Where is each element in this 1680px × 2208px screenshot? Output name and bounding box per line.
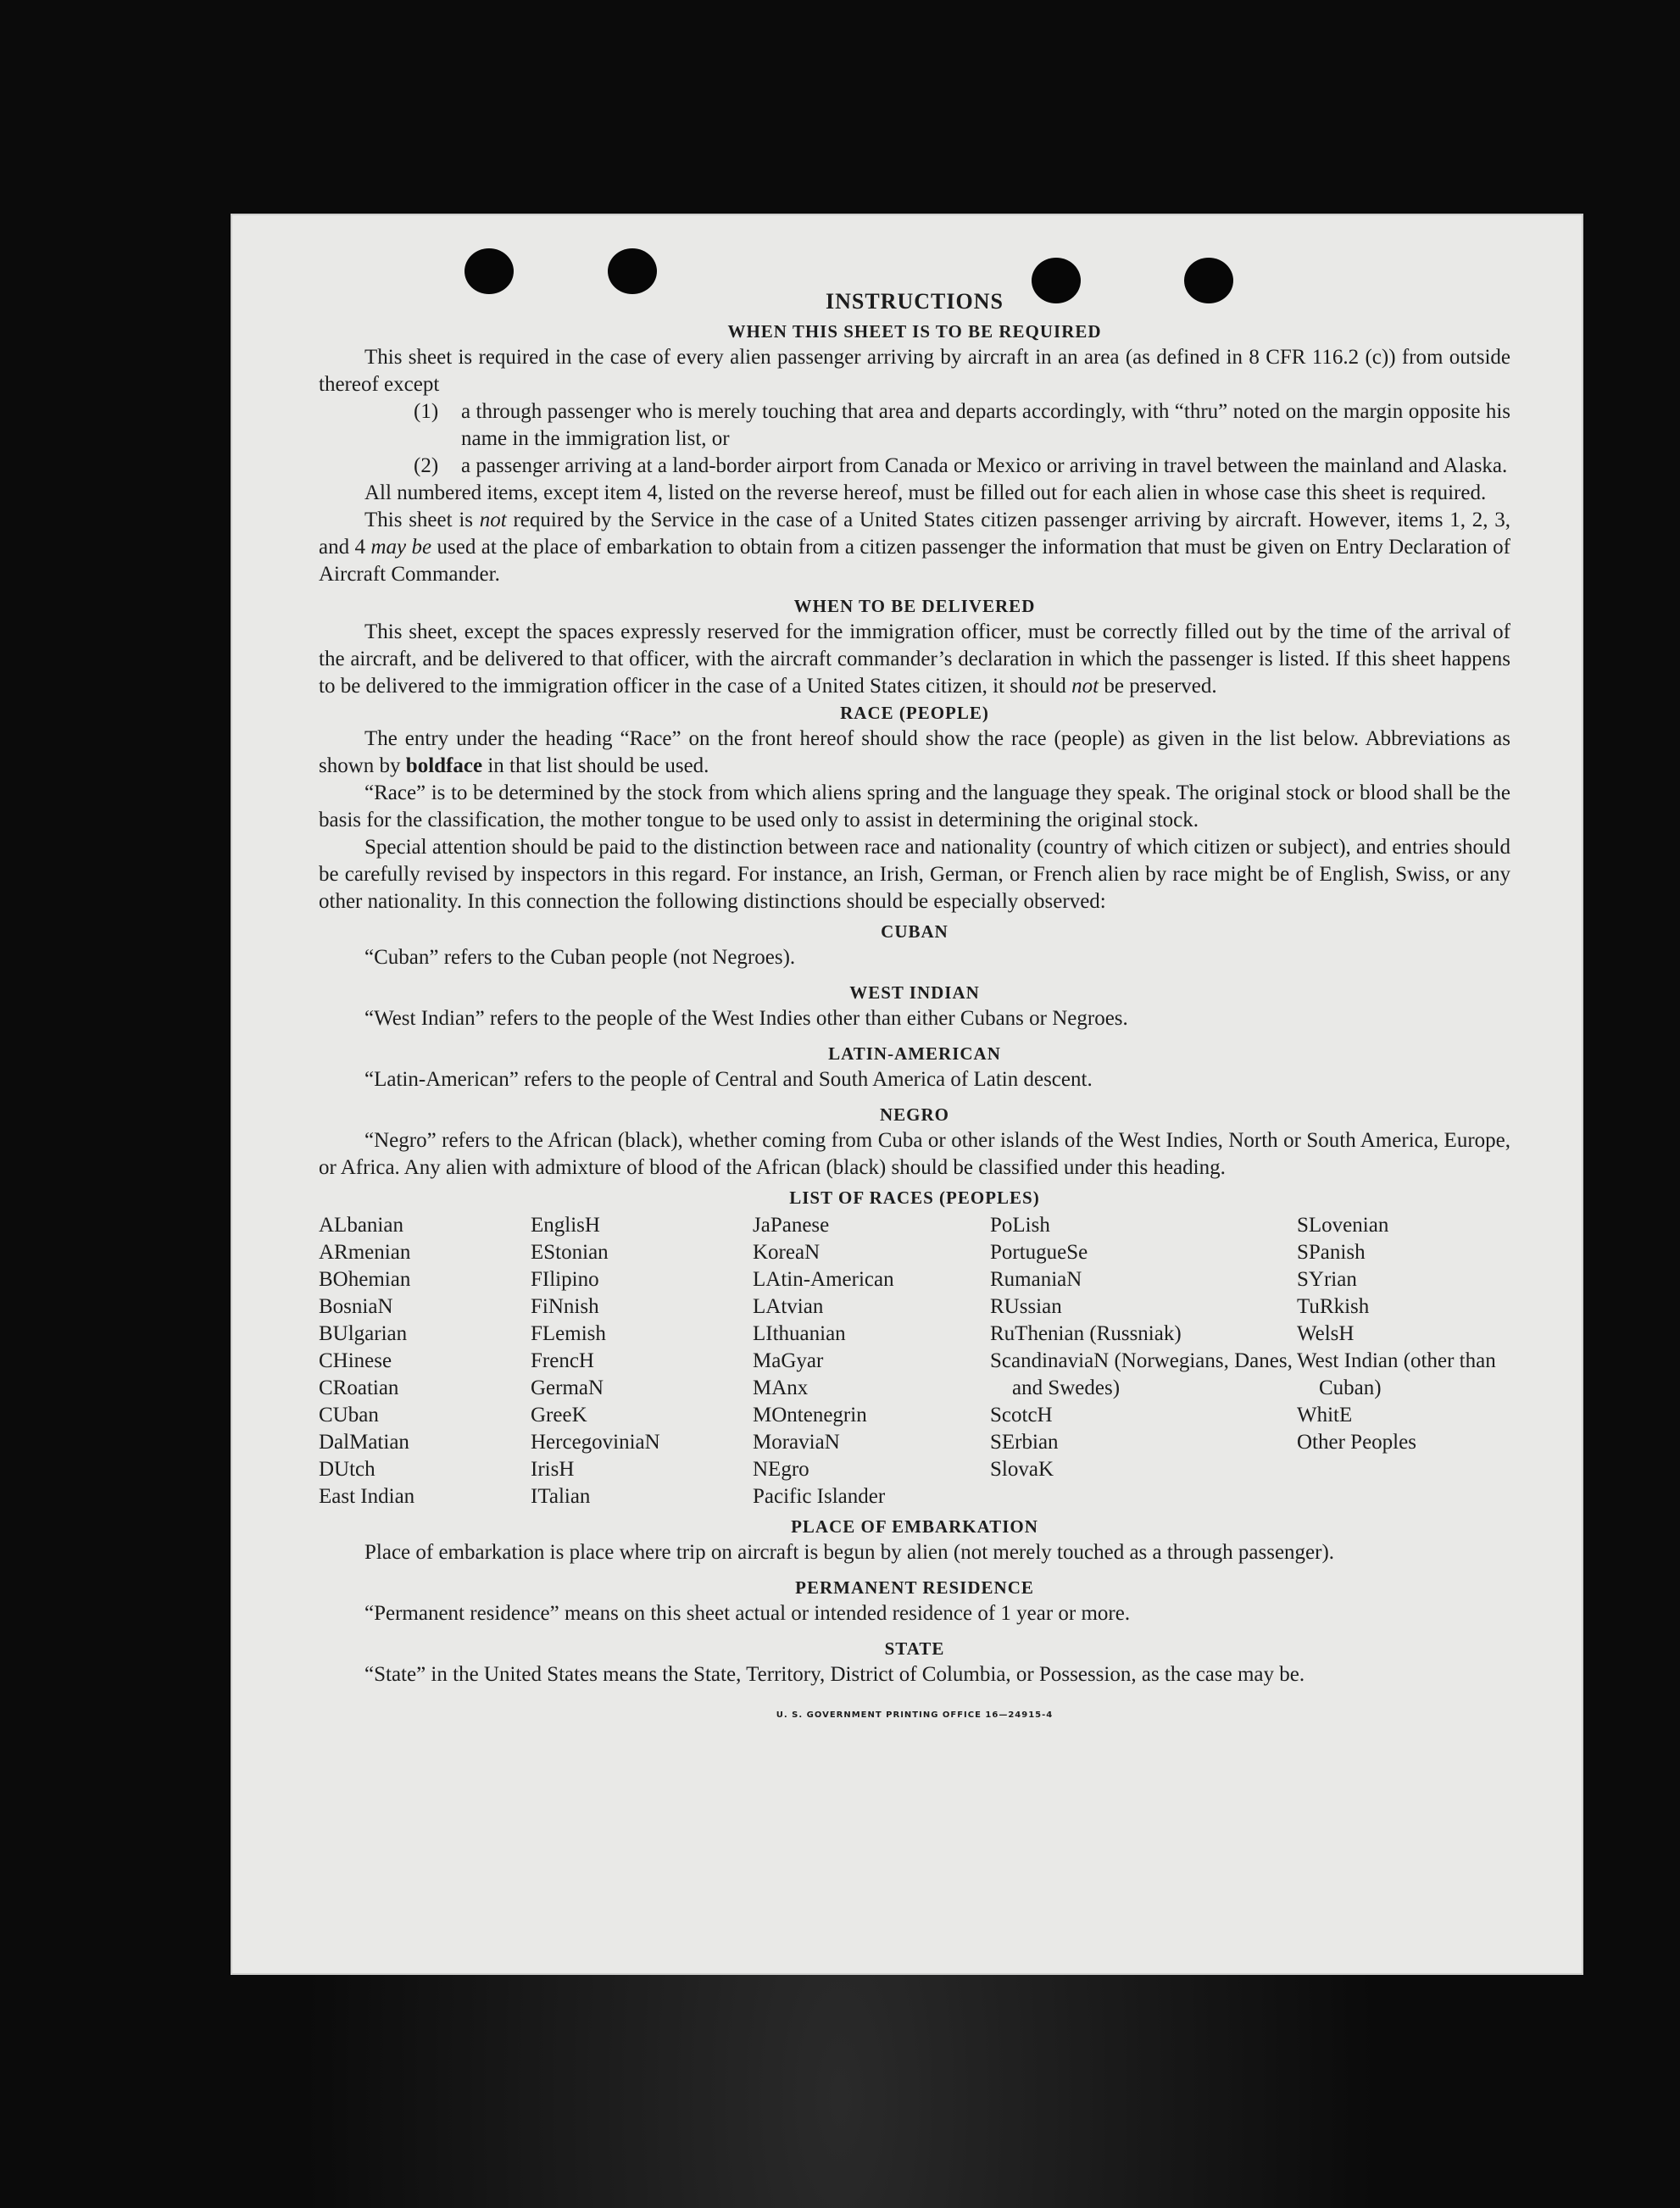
paragraph: “Negro” refers to the African (black), whether coming from Cuba or other islands of the West Indies, North or South America, Europe, or Africa. Any alien with admixture of blood of the African (black) should be classified under this heading.: [319, 1129, 1510, 1179]
document-body: [319, 285, 1510, 1729]
printer-imprint: U. S. GOVERNMENT PRINTING OFFICE 16—24915-4: [776, 1710, 1054, 1720]
race-entry: GermaN: [531, 1377, 604, 1399]
paragraph: “Permanent residence” means on this sheet actual or intended residence of 1 year or more.: [364, 1602, 1131, 1625]
race-entry: RuThenian (Russniak): [990, 1322, 1182, 1345]
race-entry: EStonian: [531, 1241, 609, 1264]
item-number: (2): [414, 454, 439, 477]
race-entry: BOhemian: [319, 1268, 411, 1291]
race-entry: MAnx: [753, 1377, 809, 1399]
race-entry: KoreaN: [753, 1241, 821, 1264]
heading-race: RACE (PEOPLE): [840, 703, 989, 723]
race-entry: HercegoviniaN: [531, 1431, 660, 1454]
race-entry: BUlgarian: [319, 1322, 408, 1345]
item-number: (1): [414, 400, 439, 423]
races-table: [319, 1212, 1510, 1510]
page-title: INSTRUCTIONS: [826, 289, 1004, 314]
race-entry: ScotcH: [990, 1404, 1053, 1427]
race-entry: MOntenegrin: [753, 1404, 867, 1427]
heading-latin-american: LATIN-AMERICAN: [828, 1043, 1001, 1064]
race-entry: MaGyar: [753, 1349, 824, 1372]
race-entry: NEgro: [753, 1458, 809, 1481]
race-entry: CUban: [319, 1404, 379, 1427]
races-column: [531, 1212, 753, 1510]
item-text: a through passenger who is merely touching that area and departs accordingly, with “thru” noted on the margin opposite his name in the immigration list, or: [461, 400, 1510, 450]
race-entry: SPanish: [1297, 1241, 1366, 1264]
race-entry: FiNnish: [531, 1295, 599, 1318]
race-entry: RumaniaN: [990, 1268, 1082, 1291]
race-entry: ARmenian: [319, 1241, 411, 1264]
race-entry: TuRkish: [1297, 1295, 1370, 1318]
paragraph: This sheet, except the spaces expressly reserved for the immigration officer, must be correctly filled out by the time of the arrival of the aircraft, and be delivered to that officer, with the aircraft commander’s declaration in which the passenger is listed. If this sheet happens to be delivered to the immigration officer in the case of a United States citizen, it should not be preserved.: [319, 620, 1510, 698]
race-entry: Pacific Islander: [753, 1485, 886, 1508]
race-entry: CRoatian: [319, 1377, 399, 1399]
heading-races-list: LIST OF RACES (PEOPLES): [789, 1187, 1040, 1208]
races-column: [990, 1212, 1297, 1510]
race-entry: ScandinaviaN (Norwegians, Danes, and Swedes): [990, 1349, 1293, 1399]
races-column: [319, 1212, 531, 1510]
race-entry: LAtin-American: [753, 1268, 894, 1291]
heading-delivered: WHEN TO BE DELIVERED: [793, 596, 1036, 616]
list-item: [414, 453, 1510, 480]
list-item: [414, 398, 1510, 453]
paragraph: Place of embarkation is place where trip on aircraft is begun by alien (not merely touched as a through passenger).: [364, 1541, 1335, 1564]
paragraph: This sheet is required in the case of every alien passenger arriving by aircraft in an area (as defined in 8 CFR 116.2 (c)) from outside thereof except: [319, 346, 1510, 396]
heading-west-indian: WEST INDIAN: [849, 982, 980, 1003]
races-column: [1297, 1212, 1510, 1510]
race-entry: PortugueSe: [990, 1241, 1088, 1264]
race-entry: PoLish: [990, 1214, 1050, 1237]
race-entry: SYrian: [1297, 1268, 1357, 1291]
race-entry: ITalian: [531, 1485, 591, 1508]
race-entry: RUssian: [990, 1295, 1062, 1318]
paragraph: The entry under the heading “Race” on the front hereof should show the race (people) as given in the list below. Abbreviations as shown by boldface in that list should be used.: [319, 727, 1510, 777]
race-entry: West Indian (other than Cuban): [1297, 1349, 1496, 1399]
item-text: a passenger arriving at a land-border airport from Canada or Mexico or arriving in travel between the mainland and Alaska.: [461, 454, 1508, 477]
instruction-sheet: [231, 214, 1583, 1975]
heading-negro: NEGRO: [879, 1104, 949, 1125]
race-entry: FrencH: [531, 1349, 594, 1372]
race-entry: SLovenian: [1297, 1214, 1389, 1237]
heading-required: WHEN THIS SHEET IS TO BE REQUIRED: [727, 321, 1102, 342]
paragraph: “West Indian” refers to the people of the West Indies other than either Cubans or Negroes.: [364, 1007, 1128, 1030]
heading-state: STATE: [884, 1638, 945, 1659]
race-entry: ALbanian: [319, 1214, 403, 1237]
paragraph: All numbered items, except item 4, listed on the reverse hereof, must be filled out for each alien in whose case this sheet is required.: [364, 481, 1487, 504]
race-entry: DUtch: [319, 1458, 375, 1481]
race-entry: LAtvian: [753, 1295, 824, 1318]
heading-residence: PERMANENT RESIDENCE: [795, 1577, 1034, 1598]
heading-cuban: CUBAN: [881, 921, 948, 942]
races-column: [753, 1212, 990, 1510]
race-entry: IrisH: [531, 1458, 575, 1481]
race-entry: DalMatian: [319, 1431, 409, 1454]
paragraph: “State” in the United States means the State, Territory, District of Columbia, or Possession, as the case may be.: [364, 1663, 1305, 1686]
race-entry: SErbian: [990, 1431, 1059, 1454]
paragraph: This sheet is not required by the Service in the case of a United States citizen passenger arriving by aircraft. However, items 1, 2, 3, and 4 may be used at the place of embarkation to obtain from a citizen passenger the information that must be given on Entry Declaration of Aircraft Commander.: [319, 509, 1510, 586]
race-entry: BosniaN: [319, 1295, 393, 1318]
paragraph: Special attention should be paid to the distinction between race and nationality (country of which citizen or subject), and entries should be carefully revised by inspectors in this regard. For instance, an Irish, German, or French alien by race might be of English, Swiss, or any other nationality. In this connection the following distinctions should be especially observed:: [319, 836, 1510, 913]
race-entry: EnglisH: [531, 1214, 600, 1237]
race-entry: Other Peoples: [1297, 1431, 1416, 1454]
paragraph: “Race” is to be determined by the stock from which aliens spring and the language they speak. The original stock or blood shall be the basis for the classification, the mother tongue to be used only to assist in determining the original stock.: [319, 781, 1510, 831]
race-entry: WhitE: [1297, 1404, 1353, 1427]
race-entry: GreeK: [531, 1404, 587, 1427]
race-entry: CHinese: [319, 1349, 392, 1372]
race-entry: JaPanese: [753, 1214, 830, 1237]
race-entry: WelsH: [1297, 1322, 1355, 1345]
race-entry: FLemish: [531, 1322, 606, 1345]
race-entry: FIlipino: [531, 1268, 599, 1291]
paragraph: “Latin-American” refers to the people of Central and South America of Latin descent.: [364, 1068, 1093, 1091]
race-entry: East Indian: [319, 1485, 415, 1508]
heading-embarkation: PLACE OF EMBARKATION: [791, 1516, 1038, 1537]
race-entry: MoraviaN: [753, 1431, 840, 1454]
paragraph: “Cuban” refers to the Cuban people (not Negroes).: [364, 946, 796, 969]
race-entry: LIthuanian: [753, 1322, 846, 1345]
race-entry: SlovaK: [990, 1458, 1054, 1481]
